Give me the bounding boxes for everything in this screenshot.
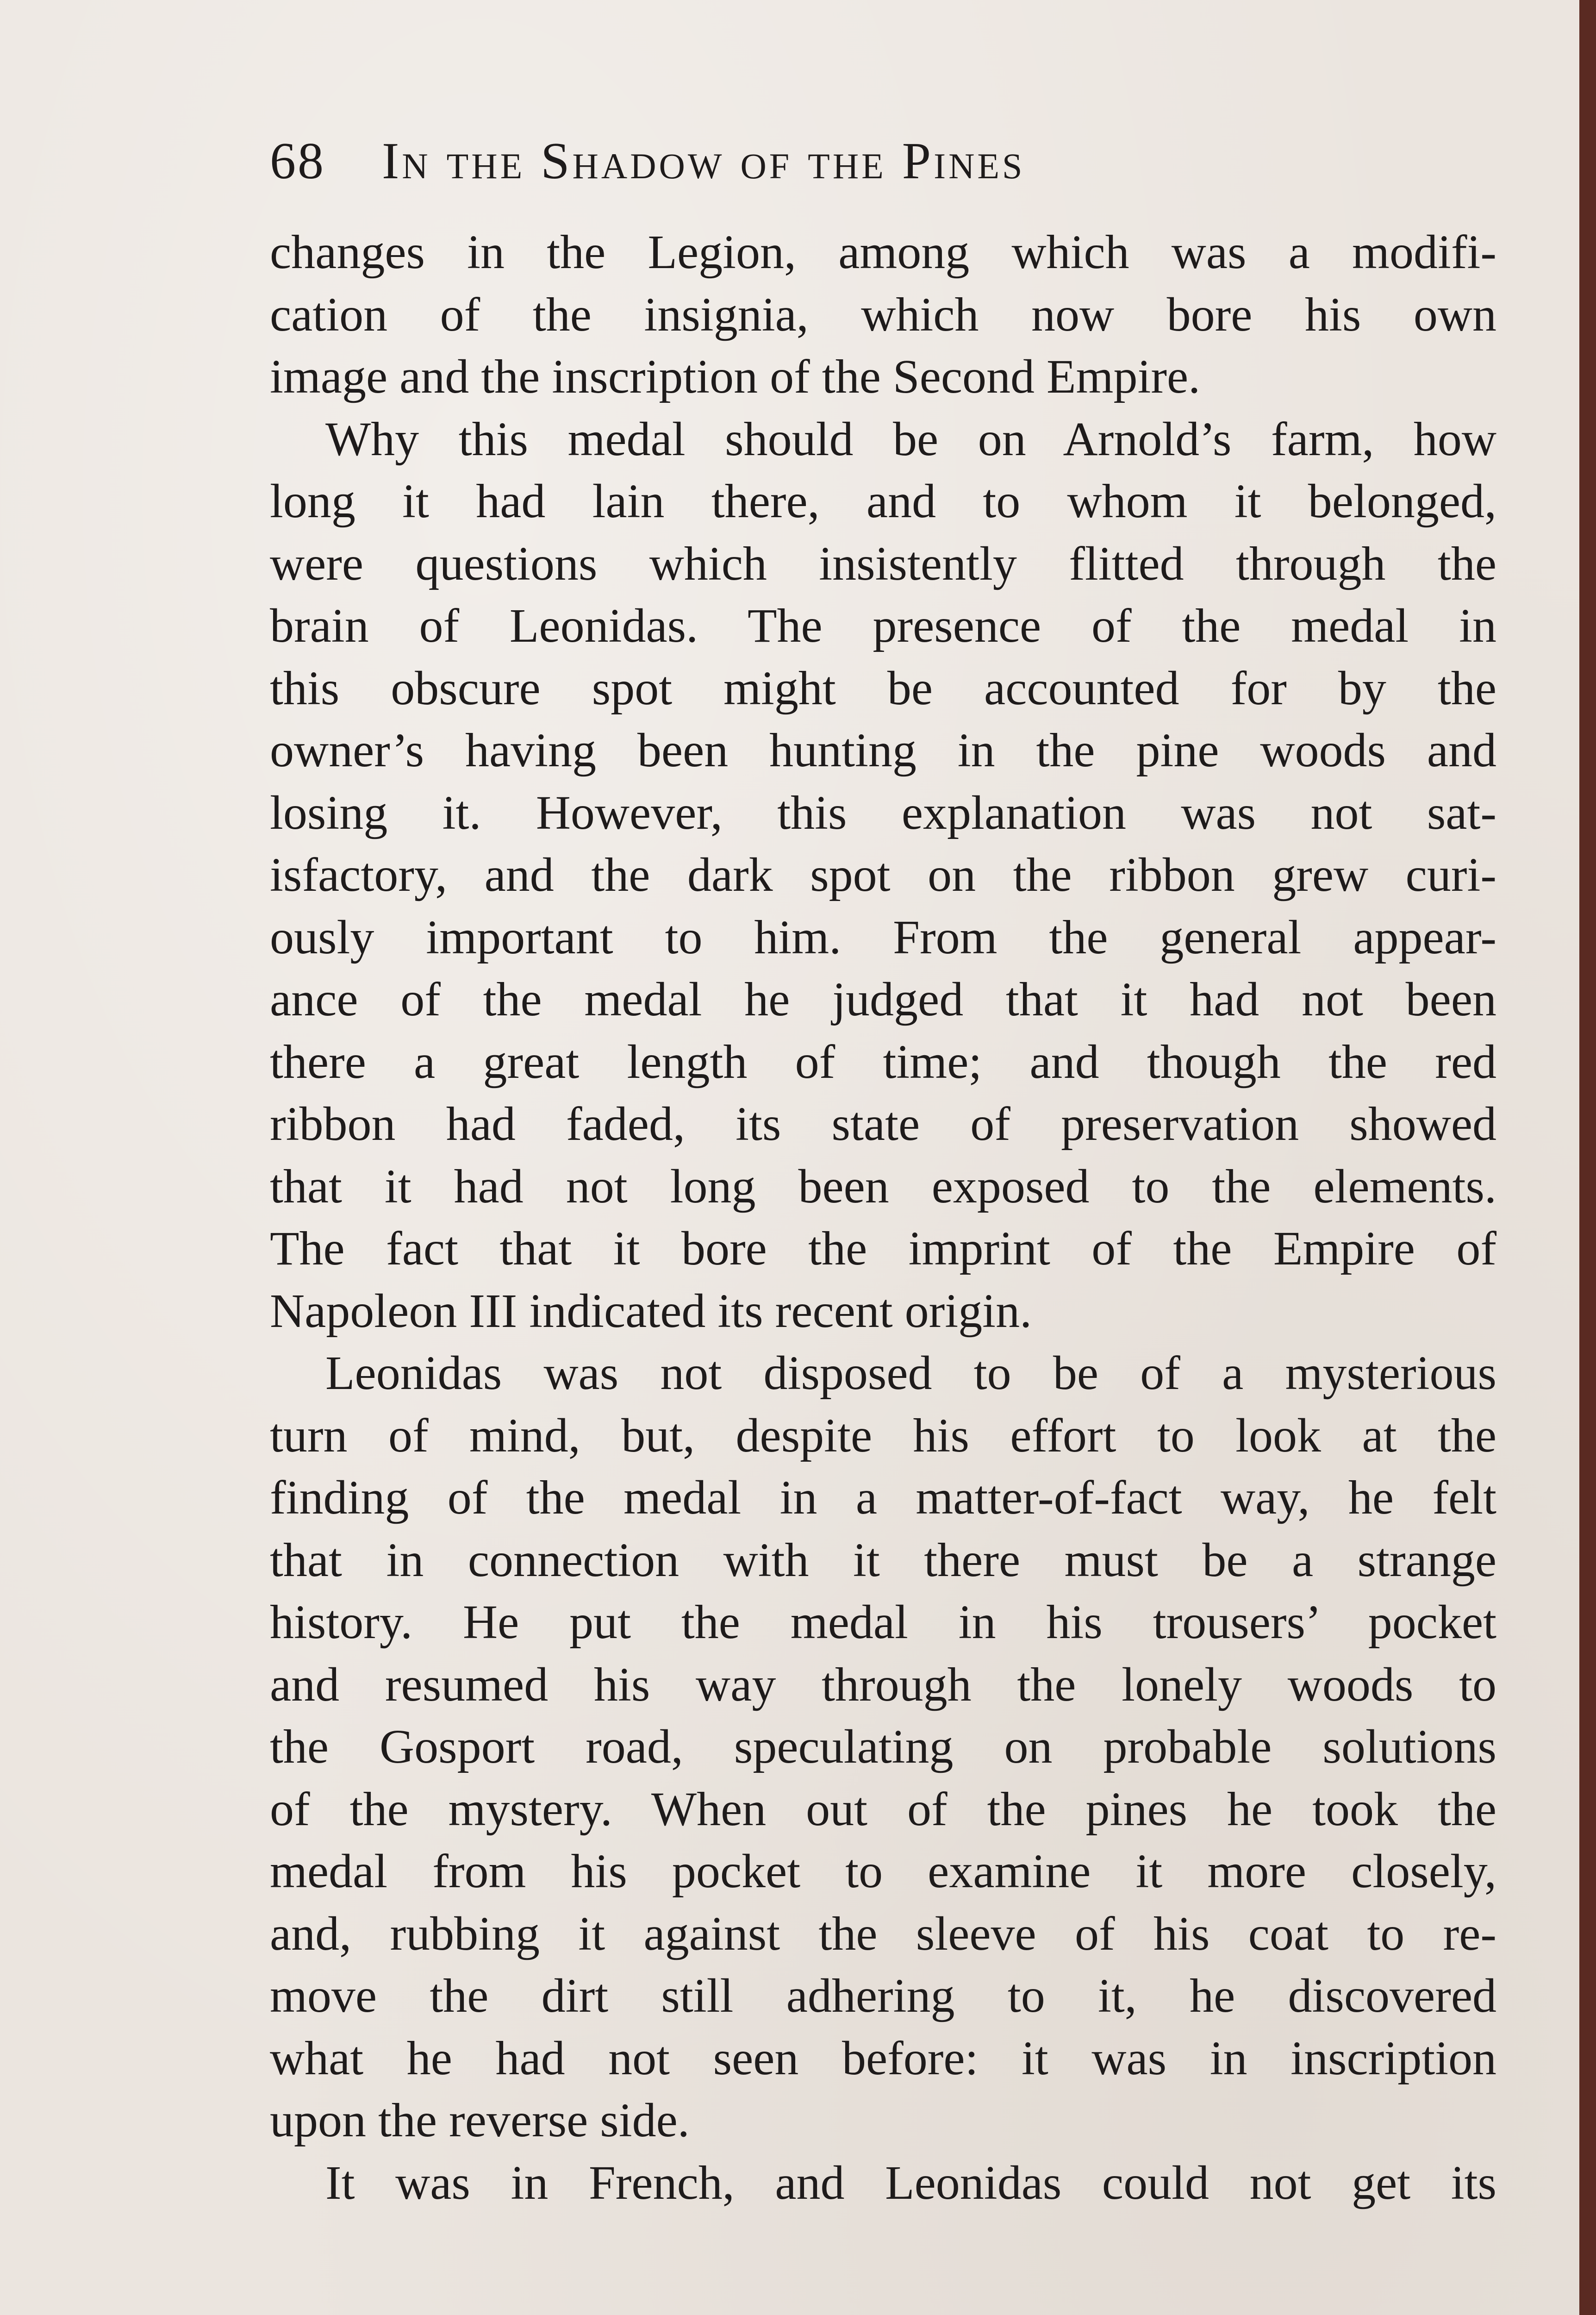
text-line: medal from his pocket to examine it more closely, bbox=[270, 1845, 1496, 1898]
text-line: that in connection with it there must be a strange bbox=[270, 1533, 1496, 1587]
text-line: this obscure spot might be accounted for by the bbox=[270, 661, 1496, 715]
running-head: In the Shadow of the Pines bbox=[382, 132, 1025, 190]
text-line: changes in the Legion, among which was a modifi- bbox=[270, 225, 1496, 279]
text-line: that it had not long been exposed to the elements. bbox=[270, 1159, 1496, 1213]
text-line: history. He put the medal in his trousers’ pocket bbox=[270, 1595, 1496, 1649]
text-line: losing it. However, this explanation was not sat- bbox=[270, 786, 1496, 839]
text-line: owner’s having been hunting in the pine woods and bbox=[270, 724, 1496, 777]
text-line: the Gosport road, speculating on probable solutions bbox=[270, 1720, 1496, 1773]
text-line: and, rubbing it against the sleeve of his coat to re- bbox=[270, 1907, 1496, 1960]
text-line: cation of the insignia, which now bore his own bbox=[270, 288, 1496, 341]
text-line: ance of the medal he judged that it had not been bbox=[270, 973, 1496, 1026]
page-edge bbox=[1579, 0, 1596, 2315]
text-line: Napoleon III indicated its recent origin. bbox=[270, 1284, 1032, 1338]
page-number: 68 bbox=[270, 132, 325, 190]
text-line: ously important to him. From the general appear- bbox=[270, 910, 1496, 964]
text-line: It was in French, and Leonidas could not get its bbox=[325, 2156, 1496, 2209]
text-line: ribbon had faded, its state of preservation showed bbox=[270, 1097, 1496, 1151]
text-line: turn of mind, but, despite his effort to look at the bbox=[270, 1408, 1496, 1462]
page-header bbox=[270, 129, 1311, 194]
text-line: The fact that it bore the imprint of the Empire of bbox=[270, 1222, 1496, 1275]
text-line: brain of Leonidas. The presence of the medal in bbox=[270, 599, 1496, 652]
text-line: image and the inscription of the Second Empire. bbox=[270, 350, 1201, 403]
text-line: move the dirt still adhering to it, he discovered bbox=[270, 1969, 1496, 2022]
text-line: upon the reverse side. bbox=[270, 2094, 690, 2147]
text-line: there a great length of time; and though the red bbox=[270, 1035, 1496, 1089]
text-line: Why this medal should be on Arnold’s farm, how bbox=[325, 412, 1496, 466]
text-line: and resumed his way through the lonely woods to bbox=[270, 1658, 1496, 1711]
text-line: long it had lain there, and to whom it belonged, bbox=[270, 475, 1496, 528]
text-line: were questions which insistently flitted through the bbox=[270, 537, 1496, 590]
text-line: isfactory, and the dark spot on the ribbon grew curi- bbox=[270, 848, 1496, 901]
body-text bbox=[270, 221, 1496, 2214]
text-line: finding of the medal in a matter-of-fact way, he felt bbox=[270, 1471, 1496, 1524]
text-line: Leonidas was not disposed to be of a mysterious bbox=[325, 1346, 1496, 1400]
text-line: what he had not seen before: it was in inscription bbox=[270, 2031, 1496, 2085]
text-line: of the mystery. When out of the pines he took the bbox=[270, 1782, 1496, 1836]
